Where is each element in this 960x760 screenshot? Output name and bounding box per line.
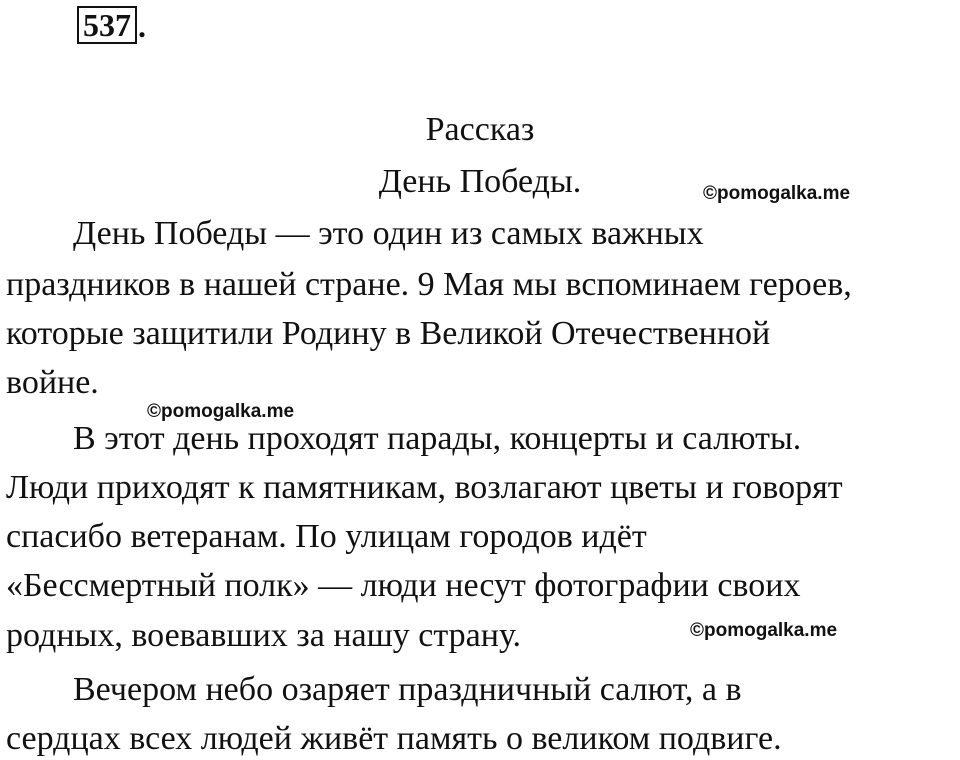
paragraph-3-line-2: сердцах всех людей живёт память о великом подвиге. [6,720,782,757]
watermark: ©pomogalka.me [147,401,295,422]
exercise-number-dot: . [138,8,146,44]
paragraph-2-line-1: В этот день проходят парады, концерты и салюты. [73,420,802,457]
paragraph-2-line-3: спасибо ветеранам. По улицам городов идёт [6,518,647,555]
story-genre: Рассказ [425,111,535,148]
paragraph-1-line-4: войне. [6,364,99,401]
story-title: День Победы. [378,163,582,200]
watermark: ©pomogalka.me [703,183,851,204]
exercise-number-box: 537 [77,6,137,44]
paragraph-1-line-1: День Победы — это один из самых важных [73,215,704,252]
exercise-number [77,8,146,44]
paragraph-2-line-2: Люди приходят к памятникам, возлагают цветы и говорят [6,469,843,506]
paragraph-2-line-4: «Бессмертный полк» — люди несут фотографии своих [6,567,801,604]
paragraph-2-line-5: родных, воевавших за нашу страну. [6,617,522,654]
paragraph-1-line-3: которые защитили Родину в Великой Отечественной [6,315,771,352]
paragraph-1-line-2: праздников в нашей стране. 9 Мая мы вспоминаем героев, [6,266,852,303]
paragraph-3-line-1: Вечером небо озаряет праздничный салют, а в [73,671,742,708]
watermark: ©pomogalka.me [690,620,838,641]
